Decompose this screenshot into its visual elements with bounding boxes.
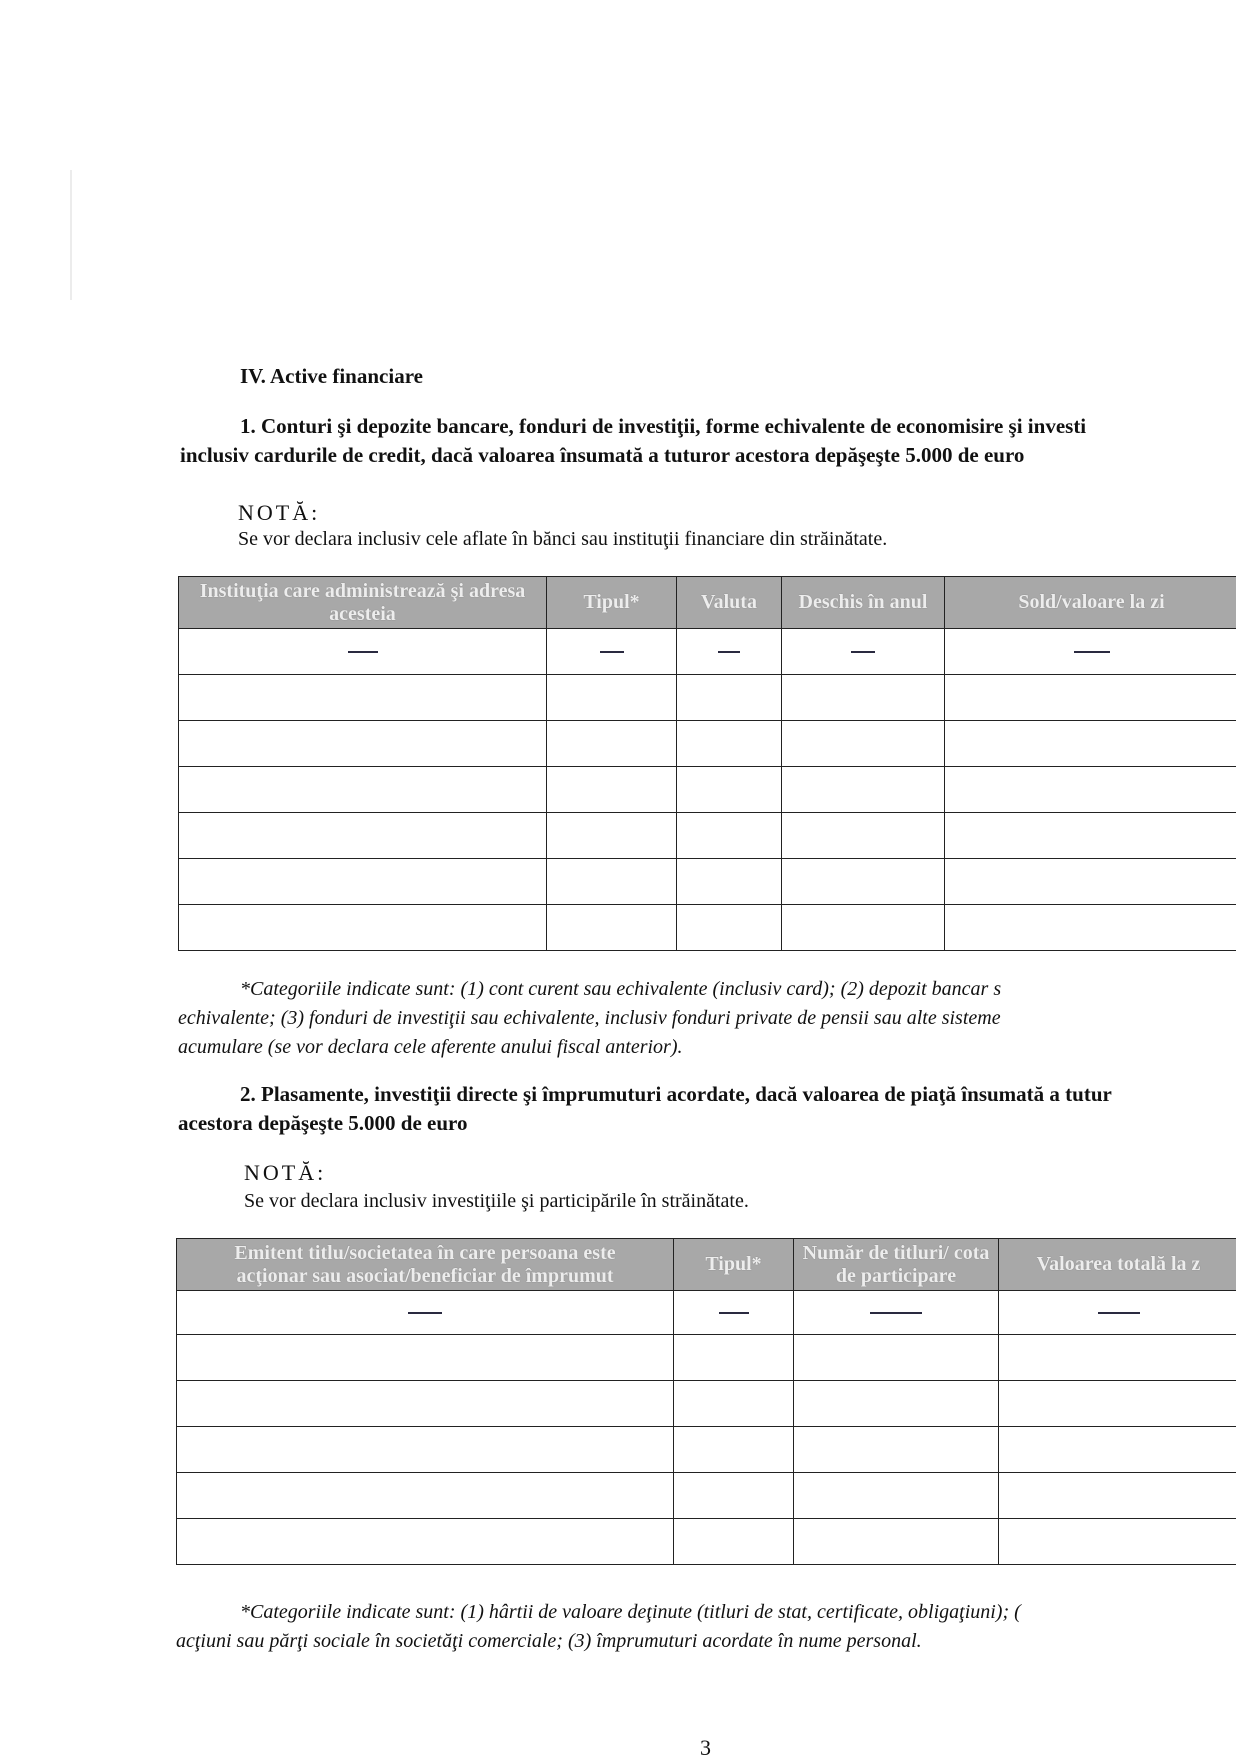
- table1-footnote-line2: echivalente; (3) fonduri de investiţii sau echivalente, inclusiv fonduri private de pensii sau alte sisteme: [178, 1004, 1236, 1033]
- table1-dash: [851, 651, 875, 653]
- subsection2-heading-line1: 2. Plasamente, investiţii directe şi împrumuturi acordate, dacă valoarea de piaţă însumată a tutur: [178, 1080, 1236, 1109]
- table-row: [177, 1427, 1236, 1473]
- table-row: [179, 629, 1236, 675]
- subsection1-nota-label: NOTĂ:: [238, 500, 320, 526]
- table1-cell: [677, 629, 782, 675]
- page-number: 3: [700, 1735, 711, 1761]
- table1-cell: [547, 629, 677, 675]
- table-row: [177, 1381, 1236, 1427]
- subsection2-nota-label: NOTĂ:: [244, 1160, 326, 1186]
- table-row: [177, 1519, 1236, 1565]
- table1-dash: [1074, 651, 1110, 653]
- table1-footnote-line1: *Categoriile indicate sunt: (1) cont curent sau echivalente (inclusiv card); (2) depozit bancar s: [178, 975, 1236, 1004]
- table-row: [177, 1291, 1236, 1335]
- subsection1-heading-line1: 1. Conturi şi depozite bancare, fonduri de investiţii, forme echivalente de economisire şi investi: [180, 412, 1236, 441]
- table1-header-institution: Instituţia care administrează şi adresa acesteia: [179, 577, 547, 629]
- subsection2-nota-text: Se vor declara inclusiv investiţiile şi participările în străinătate.: [244, 1190, 749, 1213]
- bank-accounts-table: [178, 576, 1236, 951]
- table2-footnote-line2: acţiuni sau părţi sociale în societăţi comerciale; (3) împrumuturi acordate în nume personal.: [176, 1627, 1236, 1656]
- table1-footnote-line3: acumulare (se vor declara cele aferente anului fiscal anterior).: [178, 1033, 1236, 1062]
- table1-header-opened-year: Deschis în anul: [782, 577, 945, 629]
- table2-cell: [999, 1291, 1236, 1335]
- table-row: [179, 905, 1236, 951]
- subsection2-heading: [178, 1080, 1236, 1138]
- table2-footnote-line1: *Categoriile indicate sunt: (1) hârtii de valoare deţinute (titluri de stat, certificate, obligaţiuni); (: [176, 1598, 1236, 1627]
- table-row: [179, 859, 1236, 905]
- table2-cell: [177, 1291, 674, 1335]
- scan-edge-mark: [70, 170, 72, 300]
- table1-dash: [600, 651, 624, 653]
- table2-header-shares: Număr de titluri/ cota de participare: [794, 1239, 999, 1291]
- table2-header-total-value: Valoarea totală la z: [999, 1239, 1236, 1291]
- table1-cell: [782, 629, 945, 675]
- subsection1-heading: [180, 412, 1236, 470]
- table2-header-type: Tipul*: [674, 1239, 794, 1291]
- table1-header-row: [179, 577, 1236, 629]
- subsection1-nota-text: Se vor declara inclusiv cele aflate în bănci sau instituţii financiare din străinătate.: [238, 528, 887, 551]
- investments-table: [176, 1238, 1236, 1565]
- table1-dash: [348, 651, 378, 653]
- table2-header-issuer: Emitent titlu/societatea în care persoana este acţionar sau asociat/beneficiar de împrumut: [177, 1239, 674, 1291]
- table2-footnote: [176, 1598, 1236, 1656]
- table-row: [179, 813, 1236, 859]
- table-row: [179, 675, 1236, 721]
- table2-header-row: [177, 1239, 1236, 1291]
- section-title: IV. Active financiare: [240, 364, 423, 389]
- table1-cell: [179, 629, 547, 675]
- table2-dash: [870, 1312, 922, 1314]
- subsection1-heading-line2: inclusiv cardurile de credit, dacă valoarea însumată a tuturor acestora depăşeşte 5.000 de euro: [180, 441, 1236, 470]
- table-row: [177, 1335, 1236, 1381]
- table-row: [177, 1473, 1236, 1519]
- table2-dash: [408, 1312, 442, 1314]
- table1-cell: [945, 629, 1236, 675]
- table2-cell: [794, 1291, 999, 1335]
- table2-cell: [674, 1291, 794, 1335]
- table1-footnote: [178, 975, 1236, 1062]
- table2-dash: [719, 1312, 749, 1314]
- subsection2-heading-line2: acestora depăşeşte 5.000 de euro: [178, 1109, 1236, 1138]
- table1-dash: [718, 651, 740, 653]
- table2-dash: [1098, 1312, 1140, 1314]
- table-row: [179, 721, 1236, 767]
- table1-header-currency: Valuta: [677, 577, 782, 629]
- table1-header-balance: Sold/valoare la zi: [945, 577, 1236, 629]
- table-row: [179, 767, 1236, 813]
- table1-header-type: Tipul*: [547, 577, 677, 629]
